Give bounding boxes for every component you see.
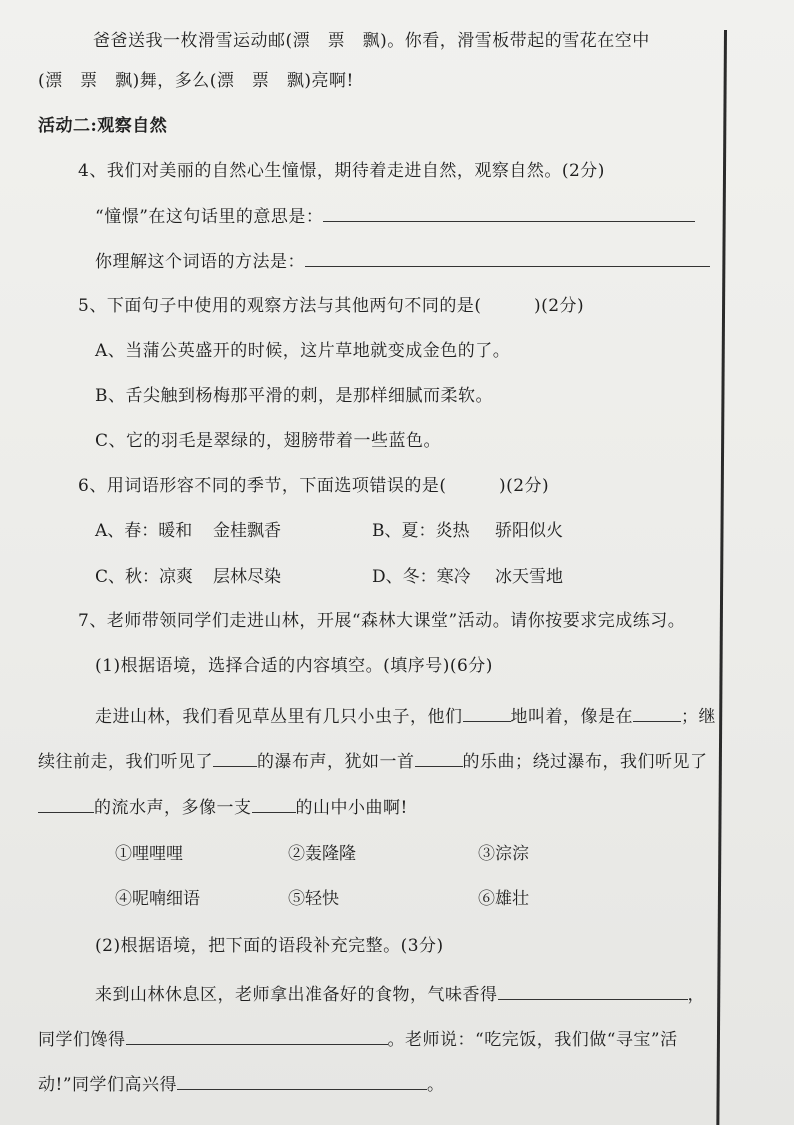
p2-text-a: 续往前走，我们听见了 — [38, 752, 213, 772]
p2-text-c: 的乐曲；绕过瀑布，我们听见了 — [462, 752, 708, 772]
page-border-line — [716, 30, 727, 1125]
s1-text: 来到山林休息区，老师拿出准备好的食物，气味香得 — [95, 985, 498, 1005]
p3-text-a: 的流水声，多像一支 — [94, 798, 252, 818]
q6-option-d-phrase: 冰天雪地 — [495, 567, 563, 587]
blank-2[interactable] — [633, 705, 681, 722]
sentence-line-1 — [95, 983, 705, 1006]
line-2: (漂 票 飘)舞，多么(漂 票 飘)亮啊! — [38, 71, 354, 91]
choice-4: ④呢喃细语 — [115, 889, 200, 909]
passage-line-2 — [38, 750, 708, 773]
choice-3: ③淙淙 — [478, 844, 529, 864]
s3-text-a: 动!”同学们高兴得 — [38, 1075, 178, 1095]
blank-9[interactable] — [177, 1073, 427, 1090]
q6-option-b-phrase: 骄阳似火 — [495, 521, 563, 541]
p1-text-a: 走进山林，我们看见草丛里有几只小虫子，他们 — [95, 707, 463, 727]
question-7-part-2: (2)根据语境，把下面的语段补充完整。(3分) — [95, 936, 444, 956]
q4b-answer-blank[interactable] — [305, 250, 710, 267]
blank-8[interactable] — [126, 1028, 388, 1045]
passage-line-1 — [95, 705, 716, 728]
section-title: 活动二:观察自然 — [38, 116, 168, 136]
q6-option-d-season: D、冬：寒冷 — [372, 567, 471, 587]
sentence-line-2 — [38, 1028, 678, 1051]
q5-option-b: B、舌尖触到杨梅那平滑的刺，是那样细腻而柔软。 — [95, 386, 493, 406]
choice-5: ⑤轻快 — [288, 889, 339, 909]
p3-text-b: 的山中小曲啊! — [295, 798, 408, 818]
q6-option-a-season: A、春：暖和 — [95, 521, 193, 541]
s1-end: ， — [687, 985, 705, 1005]
question-4-part-a — [95, 205, 695, 228]
choice-2: ②轰隆隆 — [288, 844, 356, 864]
question-4: 4、我们对美丽的自然心生憧憬，期待着走进自然，观察自然。(2分) — [78, 161, 605, 181]
q5-option-c: C、它的羽毛是翠绿的，翅膀带着一些蓝色。 — [95, 431, 442, 451]
q4a-answer-blank[interactable] — [323, 205, 695, 222]
q4b-label: 你理解这个词语的方法是： — [95, 252, 305, 272]
question-7: 7、老师带领同学们走进山林，开展“森林大课堂”活动。请你按要求完成练习。 — [78, 611, 686, 631]
blank-6[interactable] — [252, 796, 296, 813]
blank-7[interactable] — [498, 983, 688, 1000]
s2-text-b: 。老师说：“吃完饭，我们做“寻宝”活 — [387, 1030, 678, 1050]
s3-text-b: 。 — [427, 1075, 445, 1095]
question-5: 5、下面句子中使用的观察方法与其他两句不同的是( )(2分) — [78, 296, 585, 316]
q6-option-c-season: C、秋：凉爽 — [95, 567, 194, 587]
passage-line-3 — [38, 796, 408, 819]
choice-1: ①哩哩哩 — [115, 844, 183, 864]
p1-text-c: ；继 — [681, 707, 716, 727]
blank-3[interactable] — [213, 750, 257, 767]
q6-option-b-season: B、夏：炎热 — [372, 521, 470, 541]
q6-option-a-phrase: 金桂飘香 — [213, 521, 281, 541]
question-6: 6、用词语形容不同的季节，下面选项错误的是( )(2分) — [78, 476, 550, 496]
line-1: 爸爸送我一枚滑雪运动邮(漂 票 飘)。你看，滑雪板带起的雪花在空中 — [93, 31, 650, 51]
q6-option-c-phrase: 层林尽染 — [213, 567, 281, 587]
p2-text-b: 的瀑布声，犹如一首 — [257, 752, 415, 772]
blank-4[interactable] — [415, 750, 463, 767]
p1-text-b: 地叫着，像是在 — [510, 707, 633, 727]
blank-5[interactable] — [38, 796, 94, 813]
q4a-label: “憧憬”在这句话里的意思是： — [95, 207, 324, 227]
blank-1[interactable] — [463, 705, 511, 722]
q5-option-a: A、当蒲公英盛开的时候，这片草地就变成金色的了。 — [95, 341, 511, 361]
choice-6: ⑥雄壮 — [478, 889, 529, 909]
s2-text-a: 同学们馋得 — [38, 1030, 126, 1050]
sentence-line-3 — [38, 1073, 445, 1096]
question-7-part-1: (1)根据语境，选择合适的内容填空。(填序号)(6分) — [95, 656, 493, 676]
question-4-part-b — [95, 250, 710, 273]
